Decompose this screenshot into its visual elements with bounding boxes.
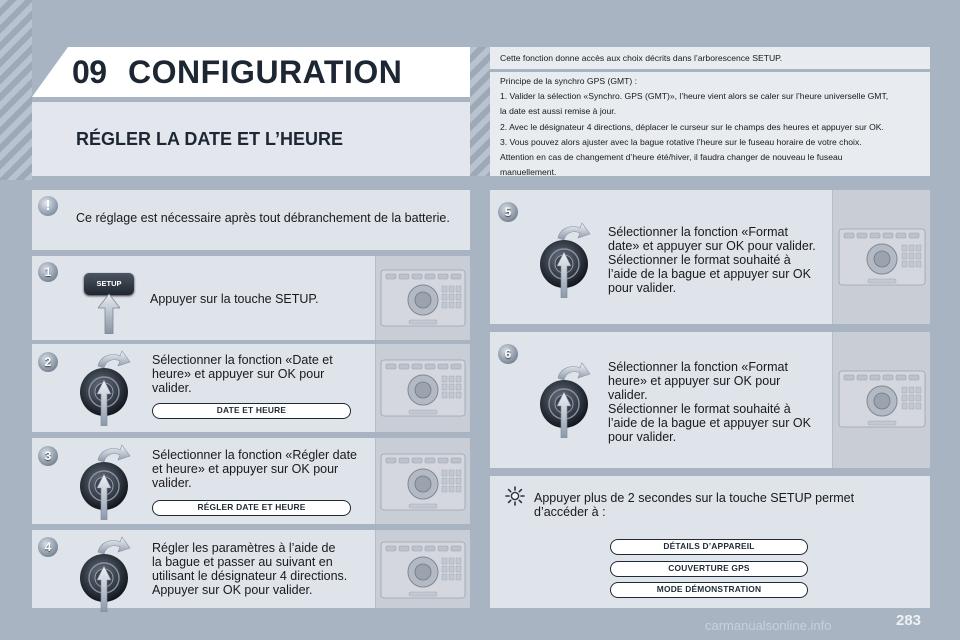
rotary-knob-icon <box>536 362 596 438</box>
info-line: 2. Avec le désignateur 4 directions, déplacer le curseur sur le champs des heures et appuyer sur OK. <box>500 121 884 132</box>
rotary-knob-icon <box>76 350 136 426</box>
info-line: Principe de la synchro GPS (GMT) : <box>500 76 638 86</box>
step-text-line: Sélectionner la fonction «Régler date <box>152 448 357 462</box>
press-arrow-icon <box>98 294 120 334</box>
step-text-line: valider. <box>608 388 648 402</box>
lightbulb-icon <box>505 486 525 506</box>
radio-faceplate-icon <box>378 262 468 334</box>
step-1-text: Appuyer sur la touche SETUP. <box>150 292 319 306</box>
chapter-number: 09 <box>72 54 107 90</box>
setup-key-label: SETUP <box>96 279 122 288</box>
date-et-heure-menu-label: DATE ET HEURE <box>152 403 351 419</box>
exclamation-icon: ! <box>38 196 58 216</box>
step-text-line: Sélectionner la fonction «Format <box>608 360 788 374</box>
info-box-intro: Cette fonction donne accès aux choix décrits dans l’arborescence SETUP. <box>500 53 783 63</box>
step-6-badge: 6 <box>498 344 518 364</box>
watermark: carmanualsonline.info <box>705 618 832 633</box>
couverture-gps-menu-label: COUVERTURE GPS <box>610 561 808 577</box>
section-title: RÉGLER LA DATE ET L’HEURE <box>76 129 344 149</box>
step-text-line: pour valider. <box>608 281 677 295</box>
step-text-line: l’aide de la bague et appuyer sur OK <box>608 416 811 430</box>
tip-text-line: Appuyer plus de 2 secondes sur la touche SETUP permet <box>534 491 855 505</box>
chapter-title: CONFIGURATION <box>128 54 403 90</box>
regler-date-et-heure-menu-label: RÉGLER DATE ET HEURE <box>152 500 351 516</box>
step-5-text <box>608 225 816 295</box>
header-stripes-left <box>0 0 32 180</box>
step-5-badge: 5 <box>498 202 518 222</box>
step-text-line: valider. <box>152 381 192 395</box>
step-text-line: Sélectionner le format souhaité à <box>608 402 791 416</box>
step-1-badge: 1 <box>38 262 58 282</box>
step-text-line: pour valider. <box>608 430 677 444</box>
page-number: 283 <box>896 612 922 629</box>
step-2-badge: 2 <box>38 352 58 372</box>
step-text-line: heure» et appuyer sur OK pour <box>608 374 781 388</box>
rotary-knob-icon <box>76 536 136 612</box>
info-line: la date est aussi remise à jour. <box>500 106 617 117</box>
step-text-line: valider. <box>152 476 192 490</box>
step-text-line: heure» et appuyer sur OK pour <box>152 367 325 381</box>
step-3-badge: 3 <box>38 446 58 466</box>
details-appareil-menu-label: DÉTAILS D’APPAREIL <box>610 539 808 555</box>
radio-faceplate-icon <box>378 352 468 424</box>
step-text-line: l’aide de la bague et appuyer sur OK <box>608 267 811 281</box>
mode-demonstration-menu-label: MODE DÉMONSTRATION <box>610 582 808 598</box>
tip-text-line: d’accéder à : <box>534 505 606 519</box>
step-text-line: Sélectionner la fonction «Format <box>608 225 788 239</box>
rotary-knob-icon <box>536 222 596 298</box>
step-text-line: Régler les paramètres à l’aide de <box>152 541 336 555</box>
radio-faceplate-icon <box>378 446 468 518</box>
step-text-line: et heure» et appuyer sur OK pour <box>152 462 339 476</box>
step-text-line: Sélectionner le format souhaité à <box>608 253 791 267</box>
step-text-line: utilisant le désignateur 4 directions. <box>152 569 348 583</box>
step-4-text <box>152 541 347 597</box>
info-line: 3. Vous pouvez alors ajuster avec la bague rotative l’heure sur le fuseau horaire de votre choix. <box>500 136 862 147</box>
info-box-text <box>500 74 928 180</box>
step-4-badge: 4 <box>38 537 58 557</box>
step-2-text <box>152 353 333 395</box>
setup-key-icon <box>84 273 134 295</box>
step-6-text <box>608 360 811 444</box>
rotary-knob-icon <box>76 444 136 520</box>
info-line: manuellement. <box>500 167 557 178</box>
tip-text <box>534 491 854 519</box>
step-text-line: Appuyer sur OK pour valider. <box>152 583 313 597</box>
step-text-line: date» et appuyer sur OK pour valider. <box>608 239 816 253</box>
radio-faceplate-icon <box>836 362 928 436</box>
header-stripes-right <box>470 47 490 176</box>
radio-faceplate-icon <box>378 534 468 606</box>
step-text-line: la bague et passer au suivant en <box>152 555 333 569</box>
step-text-line: Sélectionner la fonction «Date et <box>152 353 333 367</box>
info-line: 1. Valider la sélection «Synchro. GPS (GMT)», l’heure vient alors se caler sur l’heure universelle GMT, <box>500 91 889 102</box>
info-line: Attention en cas de changement d’heure été/hiver, il faudra changer de nouveau le fuseau <box>500 152 843 163</box>
radio-faceplate-icon <box>836 220 928 294</box>
warning-text: Ce réglage est nécessaire après tout débranchement de la batterie. <box>76 211 450 225</box>
step-3-text <box>152 448 357 490</box>
